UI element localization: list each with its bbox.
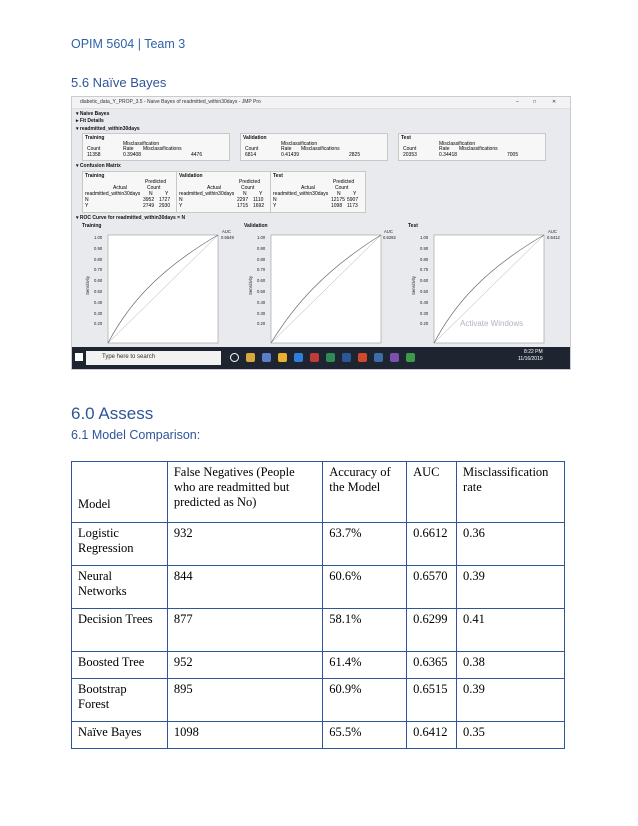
cell-model: Boosted Tree (72, 652, 168, 679)
confusion-validation-panel: Validation Predicted Actual Count readmitted_within30days N Y N 2297 1110 Y 1715 1692 (176, 171, 272, 213)
table-header-row (72, 462, 565, 523)
model-comparison-table (71, 461, 565, 749)
cell-accuracy: 61.4% (323, 652, 407, 679)
cell-misclassification: 0.35 (457, 722, 565, 749)
cell-accuracy: 60.6% (323, 566, 407, 609)
roc-plots: Training Validation Test 1.00 0.90 0.80 0.70 0.60 0.50 0.40 0.30 0.20 Sensitivity AUC 0.6549 1.00 0.90 0.80 0.70 0.60 0.50 0.40 0.30 0.20 Sensitivity AUC 0.6292 1.00 0.90 0.80 0.70 0.60 0.50 0.40 0.30 0.20 Sensitivity AUC 0.6412 Activate Windows (78, 223, 568, 347)
cell-accuracy: 58.1% (323, 609, 407, 652)
section-heading-naive-bayes: 5.6 Naïve Bayes (71, 75, 167, 90)
table-row (72, 652, 565, 679)
fit-training-panel: Training Misclassification Count Rate Misclassifications 11358 0.39408 4476 (82, 133, 230, 161)
app-icon[interactable] (390, 353, 399, 362)
roc-training (108, 235, 218, 343)
fit-validation-panel: Validation Misclassification Count Rate Misclassifications 6814 0.41439 2825 (240, 133, 388, 161)
cell-misclassification: 0.39 (457, 566, 565, 609)
test-auc: 0.6412 (547, 235, 560, 240)
word-icon[interactable] (342, 353, 351, 362)
training-ticks: 1.00 0.90 0.80 0.70 0.60 0.50 0.40 0.30 0.20 (94, 235, 103, 327)
header-misclassification: Misclassification rate (457, 462, 565, 523)
cell-model: Decision Trees (72, 609, 168, 652)
cell-model: Neural Networks (72, 566, 168, 609)
roc-validation (271, 235, 381, 343)
roc-curves-svg (78, 229, 568, 347)
table-row (72, 609, 565, 652)
table-row (72, 523, 565, 566)
cortana-icon[interactable] (230, 353, 239, 362)
cell-false-negatives: 844 (167, 566, 322, 609)
cell-misclassification: 0.38 (457, 652, 565, 679)
cell-accuracy: 63.7% (323, 523, 407, 566)
jmp-icon[interactable] (406, 353, 415, 362)
app-icon[interactable] (310, 353, 319, 362)
file-explorer-icon[interactable] (246, 353, 255, 362)
table-row (72, 566, 565, 609)
window-title: diabetic_data_Y_PROP_3.5 - Naive Bayes of readmitted_within30days - JMP Pro (80, 99, 261, 105)
windows-watermark: Activate Windows (460, 319, 524, 328)
edge-icon[interactable] (294, 353, 303, 362)
test-ticks: 1.00 0.90 0.80 0.70 0.60 0.50 0.40 0.30 0.20 (420, 235, 429, 327)
cell-false-negatives: 952 (167, 652, 322, 679)
table-row (72, 679, 565, 722)
taskbar-clock[interactable]: 8:22 PM 11/16/2019 (518, 349, 543, 362)
confusion-training-panel: Training Predicted Actual Count readmitted_within30days N Y N 3952 1727 Y 2749 2930 (82, 171, 178, 213)
outlook-icon[interactable] (374, 353, 383, 362)
header-auc: AUC (407, 462, 457, 523)
section-heading-assess: 6.0 Assess (71, 404, 154, 423)
tree-readmitted[interactable]: ▾ readmitted_within30days (76, 126, 140, 132)
tree-confusion-matrix[interactable]: ▾ Confusion Matrix (76, 163, 121, 169)
page-header: OPIM 5604 | Team 3 (71, 37, 186, 51)
validation-auc: 0.6292 (383, 235, 396, 240)
chrome-icon[interactable] (278, 353, 287, 362)
cell-false-negatives: 895 (167, 679, 322, 722)
fit-test-panel: Test Misclassification Count Rate Misclassifications 20353 0.34418 7005 (398, 133, 546, 161)
cell-misclassification: 0.36 (457, 523, 565, 566)
cell-auc: 0.6515 (407, 679, 457, 722)
cell-model: Logistic Regression (72, 523, 168, 566)
app-icon[interactable] (262, 353, 271, 362)
window-titlebar (72, 97, 570, 109)
header-model: Model (72, 462, 168, 523)
minimize-icon[interactable]: – (516, 99, 519, 105)
tree-naive-bayes[interactable]: ▾ Naive Bayes (76, 111, 110, 117)
cell-auc: 0.6612 (407, 523, 457, 566)
cell-misclassification: 0.39 (457, 679, 565, 722)
jmp-screenshot (71, 96, 571, 370)
cell-model: Naïve Bayes (72, 722, 168, 749)
maximize-icon[interactable]: □ (533, 99, 537, 105)
cell-misclassification: 0.41 (457, 609, 565, 652)
confusion-test-panel: Test Predicted Actual Count readmitted_within30days N Y N 12175 5907 Y 1098 1173 (270, 171, 366, 213)
cell-accuracy: 65.5% (323, 722, 407, 749)
tree-fit-details[interactable]: ▸ Fit Details (76, 118, 104, 124)
powerpoint-icon[interactable] (358, 353, 367, 362)
cell-auc: 0.6412 (407, 722, 457, 749)
cell-false-negatives: 877 (167, 609, 322, 652)
training-auc: 0.6549 (221, 235, 234, 240)
windows-start-icon[interactable] (75, 353, 83, 361)
cell-model: Bootstrap Forest (72, 679, 168, 722)
cell-false-negatives: 1098 (167, 722, 322, 749)
cell-false-negatives: 932 (167, 523, 322, 566)
close-icon[interactable]: ✕ (552, 99, 557, 105)
header-false-negatives: False Negatives (People who are readmitted but predicted as No) (167, 462, 322, 523)
cell-auc: 0.6365 (407, 652, 457, 679)
validation-ticks: 1.00 0.90 0.80 0.70 0.60 0.50 0.40 0.30 0.20 (257, 235, 266, 327)
excel-icon[interactable] (326, 353, 335, 362)
header-accuracy: Accuracy of the Model (323, 462, 407, 523)
cell-auc: 0.6570 (407, 566, 457, 609)
table-row (72, 722, 565, 749)
cell-accuracy: 60.9% (323, 679, 407, 722)
taskbar-search-input[interactable]: Type here to search (86, 351, 221, 365)
section-heading-model-comparison: 6.1 Model Comparison: (71, 428, 201, 442)
cell-auc: 0.6299 (407, 609, 457, 652)
tree-roc-curve[interactable]: ▾ ROC Curve for readmitted_within30days = N (76, 215, 186, 221)
